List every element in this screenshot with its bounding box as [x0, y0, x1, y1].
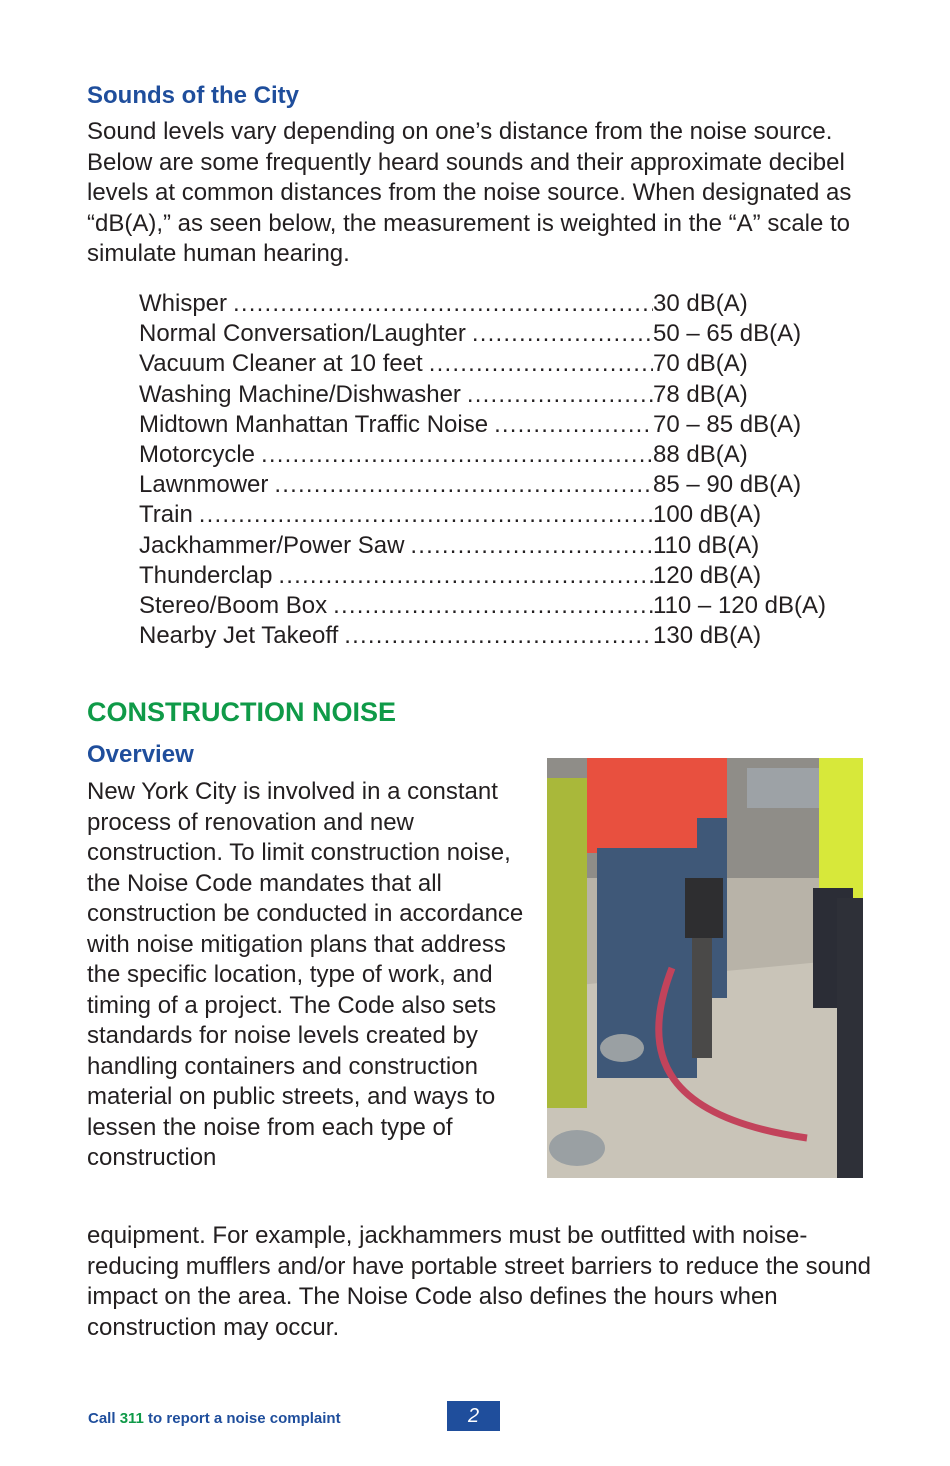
footer-phone-number: 311	[119, 1410, 144, 1427]
table-row	[139, 531, 839, 561]
sound-value: 85 – 90 dB(A)	[653, 471, 802, 499]
table-row	[139, 621, 839, 651]
footer-call-text	[88, 1410, 341, 1427]
dot-leader	[429, 349, 653, 379]
sound-value: 110 – 120 dB(A)	[653, 591, 827, 619]
section-title-construction: CONSTRUCTION NOISE	[87, 697, 397, 727]
table-row	[139, 319, 839, 349]
sound-value: 120 dB(A)	[653, 561, 762, 589]
sound-name: Stereo/Boom Box	[139, 591, 328, 619]
dot-leader	[467, 380, 653, 410]
table-row	[139, 500, 839, 530]
sound-value: 30 dB(A)	[653, 290, 748, 317]
sound-name: Lawnmower	[139, 471, 269, 499]
sound-name: Thunderclap	[139, 561, 273, 589]
table-row	[139, 349, 839, 379]
sound-value: 130 dB(A)	[653, 622, 762, 650]
sound-value: 100 dB(A)	[653, 501, 762, 529]
sound-name: Nearby Jet Takeoff	[139, 622, 339, 650]
table-row	[139, 289, 839, 319]
sound-name: Normal Conversation/Laughter	[139, 320, 466, 348]
dot-leader	[278, 561, 653, 591]
table-row	[139, 470, 839, 500]
sound-name: Motorcycle	[139, 440, 256, 468]
dot-leader	[261, 440, 653, 470]
page-number: 2	[447, 1401, 500, 1431]
sound-name: Washing Machine/Dishwasher	[139, 380, 461, 408]
footer-call-prefix: Call	[88, 1410, 120, 1427]
overview-subtitle: Overview	[87, 741, 194, 768]
sound-name: Vacuum Cleaner at 10 feet	[139, 350, 423, 378]
sound-value: 78 dB(A)	[653, 380, 748, 408]
table-row	[139, 410, 839, 440]
table-row	[139, 591, 839, 621]
table-row	[139, 440, 839, 470]
dot-leader	[233, 289, 653, 319]
table-row	[139, 380, 839, 410]
sound-value: 70 dB(A)	[653, 350, 748, 378]
dot-leader	[274, 470, 653, 500]
section-title-sounds: Sounds of the City	[87, 82, 299, 109]
sound-name: Midtown Manhattan Traffic Noise	[139, 410, 489, 438]
dot-leader	[333, 591, 653, 621]
dot-leader	[344, 621, 653, 651]
sound-value: 110 dB(A)	[653, 531, 760, 559]
sound-levels-table	[139, 289, 839, 651]
sound-value: 88 dB(A)	[653, 440, 748, 468]
jackhammer-photo	[547, 758, 863, 1178]
dot-leader	[410, 531, 653, 561]
footer-call-suffix: to report a noise complaint	[143, 1410, 341, 1427]
sound-name: Train	[139, 501, 193, 529]
sound-name: Jackhammer/Power Saw	[139, 531, 405, 559]
dot-leader	[199, 500, 653, 530]
sound-name: Whisper	[139, 290, 228, 317]
dot-leader	[472, 319, 653, 349]
sound-value: 50 – 65 dB(A)	[653, 320, 802, 348]
overview-paragraph-wrapped: New York City is involved in a constant process of renovation and new construction. To limit construction noise, the Noise Code mandates that all construction be conducted in accordance with noise mitigation plans that address the specific location, type of work, and timing of a project. The Code also sets standards for noise levels created by handling containers and construction material on public streets, and ways to lessen the noise from each type of construction	[87, 778, 524, 1171]
sound-value: 70 – 85 dB(A)	[653, 410, 802, 438]
dot-leader	[494, 410, 653, 440]
intro-paragraph: Sound levels vary depending on one’s distance from the noise source. Below are some frequently heard sounds and their approximate decibel levels at common distances from the noise source. When designated as “dB(A),” as seen below, the measurement is weighted in the “A” scale to simulate human hearing.	[87, 118, 852, 267]
overview-paragraph-full: equipment. For example, jackhammers must be outfitted with noise-reducing mufflers and/or have portable street barriers to reduce the sound impact on the area. The Noise Code also defines the hours when construction may occur.	[87, 1222, 872, 1341]
table-row	[139, 561, 839, 591]
